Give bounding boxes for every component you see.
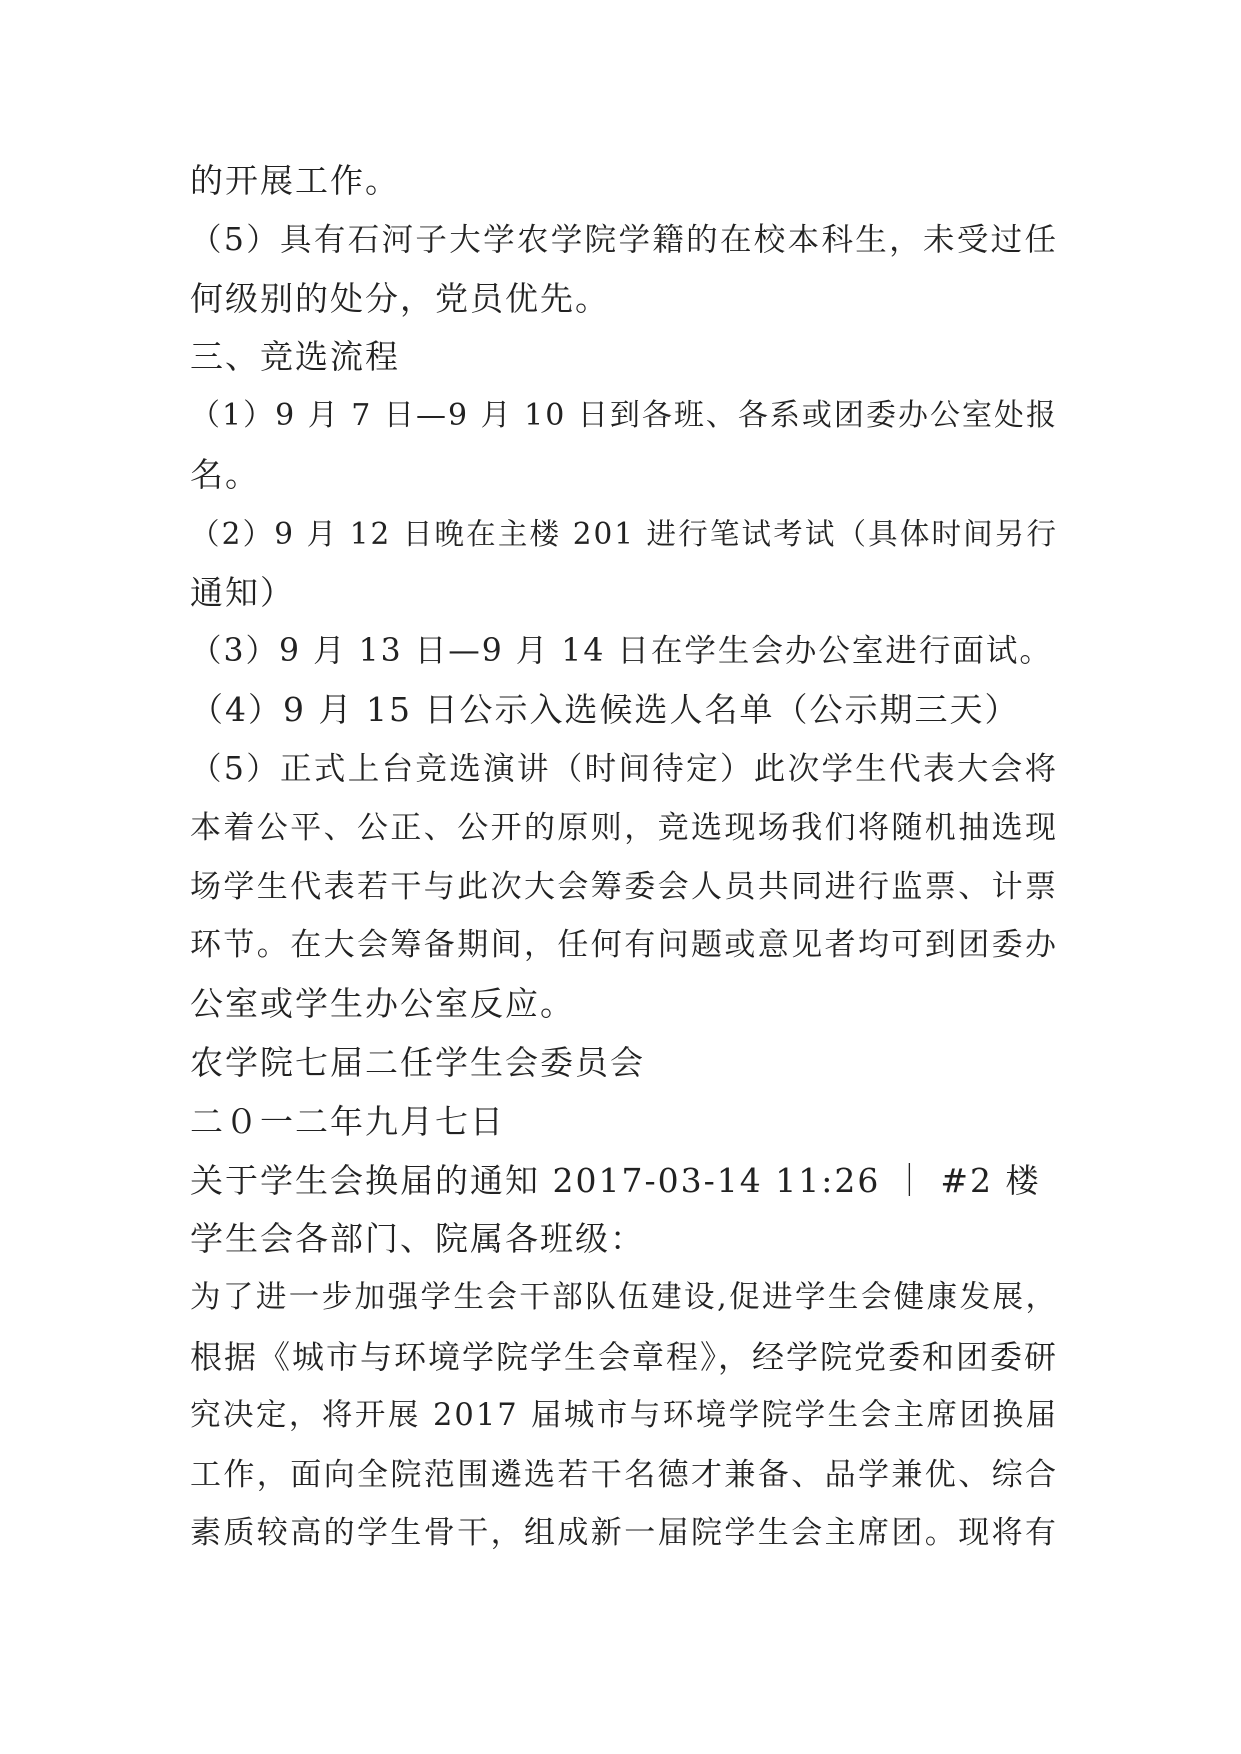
document-line: 素质较高的学生骨干，组成新一届院学生会主席团。现将有 [190,1515,1058,1552]
document-line: 何级别的处分，党员优先。 [190,278,610,318]
document-line: 学生会各部门、院属各班级： [190,1219,645,1259]
document-line: （5）具有石河子大学农学院学籍的在校本科生，未受过任 [190,221,1058,258]
document-body [190,152,1058,1563]
document-line: （2）9 月 12 日晚在主楼 201 进行笔试考试（具体时间另行 [190,516,1058,551]
document-line: 通知） [190,572,295,612]
document-line: 关于学生会换届的通知 2017-03-14 11:26 ｜ #2 楼 [190,1160,1041,1200]
document-line: 工作，面向全院范围遴选若干名德才兼备、品学兼优、综合 [190,1456,1058,1493]
document-line: 公室或学生办公室反应。 [190,984,575,1024]
document-line: 名。 [190,454,260,494]
document-line: 为了进一步加强学生会干部队伍建设,促进学生会健康发展， [190,1280,1058,1316]
document-line: 环节。在大会筹备期间，任何有问题或意见者均可到团委办 [190,927,1058,964]
document-line: 本着公平、公正、公开的原则，竞选现场我们将随机抽选现 [190,809,1058,846]
document-line: 根据《城市与环境学院学生会章程》，经学院党委和团委研 [190,1337,1059,1376]
document-line: （5）正式上台竞选演讲（时间待定）此次学生代表大会将 [190,750,1058,787]
document-line: 究决定，将开展 2017 届城市与环境学院学生会主席团换届 [190,1397,1058,1433]
document-line: 场学生代表若干与此次大会筹委会人员共同进行监票、计票 [190,868,1058,905]
document-line: 二０一二年九月七日 [190,1101,505,1141]
document-line: 农学院七届二任学生会委员会 [190,1042,645,1082]
document-line: （4）9 月 15 日公示入选候选人名单（公示期三天） [190,690,1020,730]
document-line: 三、竞选流程 [190,337,400,377]
document-line: （1）9 月 7 日—9 月 10 日到各班、各系或团委办公室处报 [190,398,1058,434]
document-line: （3）9 月 13 日—9 月 14 日在学生会办公室进行面试。 [190,633,1053,670]
document-line: 的开展工作。 [190,161,400,200]
